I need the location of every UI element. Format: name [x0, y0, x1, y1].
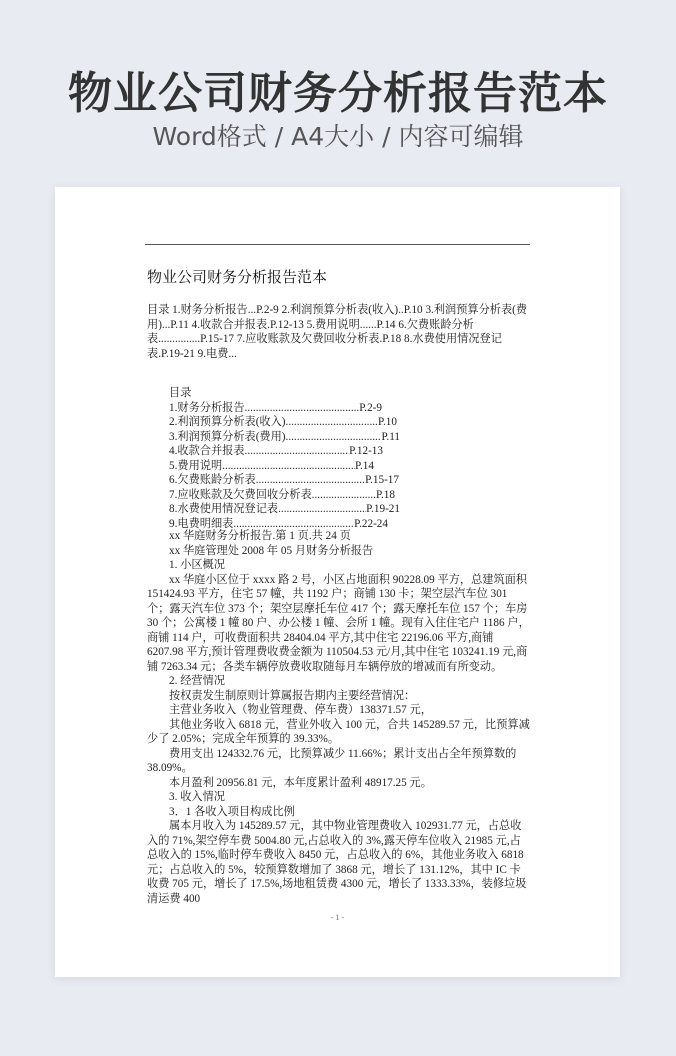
toc-heading: 目录 [169, 387, 192, 399]
header-rule [145, 244, 530, 245]
banner-title: 物业公司财务分析报告范本 [68, 68, 608, 119]
report-body [147, 529, 532, 906]
document-page [55, 187, 620, 977]
toc-item-page: P.22-24 [354, 517, 388, 530]
toc-item[interactable] [169, 473, 399, 488]
section-paragraph: 属本月收入为 145289.57 元，其中物业管理费收入 102931.77 元，占总收入的 71%,架空停车费 5004.80 元,占总收入的 3%,露天停车位收入 21985 元,占总收入的 15%,临时停车费收入 8450 元，占总收入的 6%，其他业务收入 6818 元；占总收入的 5%，较预算数增加了 3868 元，增长了 131.12%，其中 IC 卡收费 705 元，增长了 17.5%,场地租赁费 4300 元，增长了 1333.33%，装修垃圾清运费 400 [147, 820, 527, 905]
section-paragraph: 按权责发生制原则计算属报告期内主要经营情况： [169, 689, 416, 702]
toc-item-page: P.10 [378, 416, 397, 428]
toc-item-label: 8.水费使用情况登记表 [169, 503, 279, 515]
toc-item-page: P.19-21 [366, 503, 400, 515]
section-heading: 2. 经营情况 [169, 675, 225, 687]
report-heading: xx 华庭管理处 2008 年 05 月财务分析报告 [169, 544, 374, 557]
page-header-line: xx 华庭财务分析报告.第 1 页.共 24 页 [169, 530, 351, 542]
toc-item-label: 2.利润预算分析表(收入) [169, 416, 286, 428]
toc-item[interactable] [169, 401, 382, 416]
section-heading: 1. 小区概况 [169, 559, 225, 571]
toc-item-label: 7.应收账款及欠费回收分析表 [169, 488, 312, 501]
section-paragraph: 费用支出 124332.76 元，比预算减少 11.66%；累计支出占全年预算数的 38.09%。 [147, 747, 517, 774]
toc-item-page: P.15-17 [365, 474, 399, 486]
toc-item[interactable] [169, 444, 383, 459]
document-title: 物业公司财务分析报告范本 [147, 268, 328, 286]
toc-item-page: P.14 [355, 459, 374, 472]
section-paragraph: 本月盈利 20956.81 元，本年度累计盈利 48917.25 元。 [169, 776, 432, 789]
section-paragraph: 主营业务收入（物业管理费、停车费）138371.57 元， [169, 704, 432, 716]
toc-item-label: 9.电费明细表 [169, 517, 234, 530]
table-of-contents [169, 386, 489, 531]
toc-item[interactable] [169, 502, 400, 517]
toc-item-page: P.12-13 [349, 445, 383, 457]
toc-item[interactable] [169, 488, 395, 503]
intro-paragraph: 目录 1.财务分析报告...P.2-9 2.利润预算分析表(收入)..P.10 3.利润预算分析表(费用)...P.11 4.收款合并报表.P.12-13 5.费用说明......P.14 6.欠费账龄分析表...............P.15-17 7.应收账款及欠费回收分析表.P.18 8.水费使用情况登记表.P.19-21 9.电费... [147, 304, 528, 360]
toc-item-page: P.18 [376, 488, 395, 501]
subsection-heading: 3．1 各收入项目构成比例 [169, 805, 295, 818]
toc-item-label: 3.利润预算分析表(费用) [169, 430, 286, 443]
page-number: - 1 - [330, 913, 345, 922]
toc-item-page: P.11 [381, 430, 400, 443]
section-paragraph: 其他业务收入 6818 元，营业外收入 100 元，合共 145289.57 元，比预算减少了 2.05%；完成全年预算的 39.33%。 [147, 718, 530, 745]
section-heading: 3. 收入情况 [169, 791, 225, 803]
toc-item-label: 1.财务分析报告 [169, 401, 245, 414]
toc-item-page: P.2-9 [359, 401, 382, 414]
section-paragraph: xx 华庭小区位于 xxxx 路 2 号，小区占地面积 90228.09 平方，总建筑面积 151424.93 平方，住宅 57 幢，共 1192 户；商铺 130 卡；架空层汽车位 301 个；露天汽车位 373 个；架空层摩托车位 417 个；露天摩托车位 157 个；车房 30 个；公寓楼 1 幢 80 户、办公楼 1 幢、会所 1 幢。现有入住住宅户 1186 户，商铺 114 户，可收费面积共 28404.04 平方,其中住宅 22196.06 平方,商铺 6207.98 平方,预计管理费收费金额为 110504.53 元/月,其中住宅 103241.19 元,商铺 7263.34 元；各类车辆停放费收取随每月车辆停放的增减而有所变动。 [147, 573, 530, 673]
toc-item-label: 6.欠费账龄分析表 [169, 474, 256, 486]
toc-item[interactable] [169, 415, 397, 430]
toc-item-label: 5.费用说明 [169, 459, 223, 472]
toc-item-label: 4.收款合并报表 [169, 445, 245, 457]
banner-subtitle: Word格式 / A4大小 / 内容可编辑 [152, 122, 524, 151]
toc-item[interactable] [169, 459, 374, 474]
toc-item[interactable] [169, 430, 400, 445]
